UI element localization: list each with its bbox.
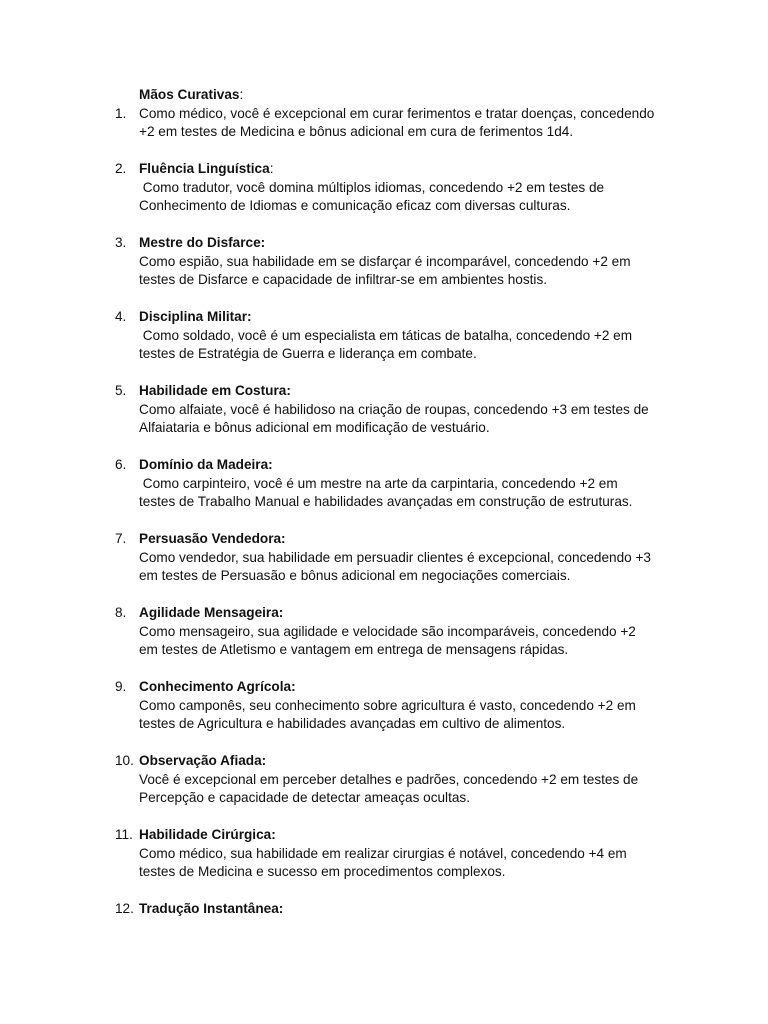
item-title-line [0,678,768,697]
item-title-colon: : [269,161,274,176]
item-title: Mestre do Disfarce [139,235,261,250]
item-title: Tradução Instantânea [139,901,279,916]
item-title: Conhecimento Agrícola [139,679,292,694]
item-title-colon-bold: : [281,531,286,546]
item-number: 3. [115,235,127,250]
item-title-colon-bold: : [291,679,296,694]
item-text-line [0,345,768,364]
item-text-line [0,549,768,568]
item-text-line [0,475,768,494]
item-text: Como mensageiro, sua agilidade e velocidade são incomparáveis, concedendo +2 [139,623,636,639]
item-text: testes de Trabalho Manual e habilidades avançadas em construção de estruturas. [139,494,633,509]
item-title-colon-bold: : [278,605,284,620]
item-title-colon-bold: : [261,753,267,768]
numbered-list [0,160,768,919]
item-number: 5. [115,383,127,398]
item-text-line [0,123,768,142]
item-title-colon-bold: : [278,901,284,916]
item-title-line [0,530,768,549]
item-title-line [0,382,768,401]
item-title: Agilidade Mensageira [139,605,279,620]
list-item [0,604,768,660]
item-text-line [0,197,768,216]
item-title-line [0,234,768,253]
item-number: 6. [115,457,127,472]
item-text: Como soldado, você é um especialista em táticas de batalha, concedendo +2 em [139,327,633,343]
list-item [0,382,768,438]
item-text: em testes de Persuasão e bônus adicional em negociações comerciais. [139,568,571,583]
item-number: 11. [115,827,133,842]
list-item [0,826,768,882]
item-text-line [0,845,768,864]
item-text: testes de Estratégia de Guerra e liderança em combate. [139,346,477,361]
item-number: 7. [115,531,127,546]
item-text: Você é excepcional em perceber detalhes e padrões, concedendo +2 em testes de [139,771,639,787]
item-title-colon-bold: : [271,827,276,842]
item-title-colon-bold: : [268,457,273,472]
item-text-line [0,105,768,124]
item-title-line [0,604,768,623]
item-text: Como carpinteiro, você é um mestre na arte da carpintaria, concedendo +2 em [139,475,618,491]
item-text: Alfaiataria e bônus adicional em modificação de vestuário. [139,420,490,435]
item-text-line [0,863,768,882]
item-text-line [0,253,768,272]
item-title-colon-bold: : [260,235,266,250]
item-title: Mãos Curativas [139,87,240,102]
item-text-line [0,271,768,290]
item-number: 10. [115,753,134,768]
item-text: Como alfaiate, você é habilidoso na criação de roupas, concedendo +3 em testes de [139,401,649,417]
item-text: Percepção e capacidade de detectar ameaças ocultas. [139,790,470,805]
item-text: +2 em testes de Medicina e bônus adicional em cura de ferimentos 1d4. [139,124,574,139]
list-item [0,456,768,512]
list-item [0,530,768,586]
item-text: Como vendedor, sua habilidade em persuadir clientes é excepcional, concedendo +3 [139,549,651,565]
item-text-line [0,715,768,734]
item-title-line [0,826,768,845]
item-text: testes de Disfarce e capacidade de infiltrar-se em ambientes hostis. [139,272,548,287]
item-title-line [0,900,768,919]
item-title: Habilidade em Costura [139,383,287,398]
list-item [0,752,768,808]
item-text-line [0,641,768,660]
item-text-line [0,771,768,790]
item-number: 9. [115,679,127,694]
item-title: Persuasão Vendedora [139,531,282,546]
item-text-line [0,179,768,198]
document-page [0,86,768,937]
item-text-line [0,567,768,586]
item-text-line [0,419,768,438]
item-text: Como médico, sua habilidade em realizar cirurgias é notável, concedendo +4 em [139,845,627,861]
item-text: Como médico, você é excepcional em curar ferimentos e tratar doenças, concedendo [139,105,655,121]
item-text-line [0,493,768,512]
item-text-line [0,401,768,420]
item-title: Observação Afiada [139,753,262,768]
list-item [0,160,768,216]
item-title-line [0,752,768,771]
item-title-line [0,86,768,105]
item-text: Como espião, sua habilidade em se disfarçar é incomparável, concedendo +2 em [139,253,631,269]
item-text: testes de Medicina e sucesso em procedimentos complexos. [139,864,506,879]
item-title-colon-bold: : [247,309,252,324]
item-title: Fluência Linguística [139,161,270,176]
item-text-line [0,789,768,808]
item-text-line [0,623,768,642]
item-title-line [0,456,768,475]
item-number: 4. [115,309,127,324]
list-item [0,678,768,734]
list-item [0,308,768,364]
item-title-colon: : [239,87,244,102]
item-title-colon-bold: : [286,383,291,398]
item-number: 1. [115,105,127,121]
item-text-line [0,327,768,346]
list-item [0,234,768,290]
item-title-line [0,160,768,179]
list-item [0,900,768,919]
item-text: testes de Agricultura e habilidades avançadas em cultivo de alimentos. [139,716,566,731]
item-text: em testes de Atletismo e vantagem em entrega de mensagens rápidas. [139,642,569,657]
item-text: Como camponês, seu conhecimento sobre agricultura é vasto, concedendo +2 em [139,697,636,713]
item-title: Domínio da Madeira [139,457,269,472]
item-title-line [0,308,768,327]
item-title: Disciplina Militar [139,309,248,324]
item-title: Habilidade Cirúrgica [139,827,272,842]
item-text: Conhecimento de Idiomas e comunicação eficaz com diversas culturas. [139,198,571,213]
item-text-line [0,697,768,716]
item-number: 12. [115,901,134,916]
item-number: 2. [115,161,127,176]
item-text: Como tradutor, você domina múltiplos idiomas, concedendo +2 em testes de [139,179,605,195]
list-item [0,86,768,142]
item-number: 8. [115,605,127,620]
